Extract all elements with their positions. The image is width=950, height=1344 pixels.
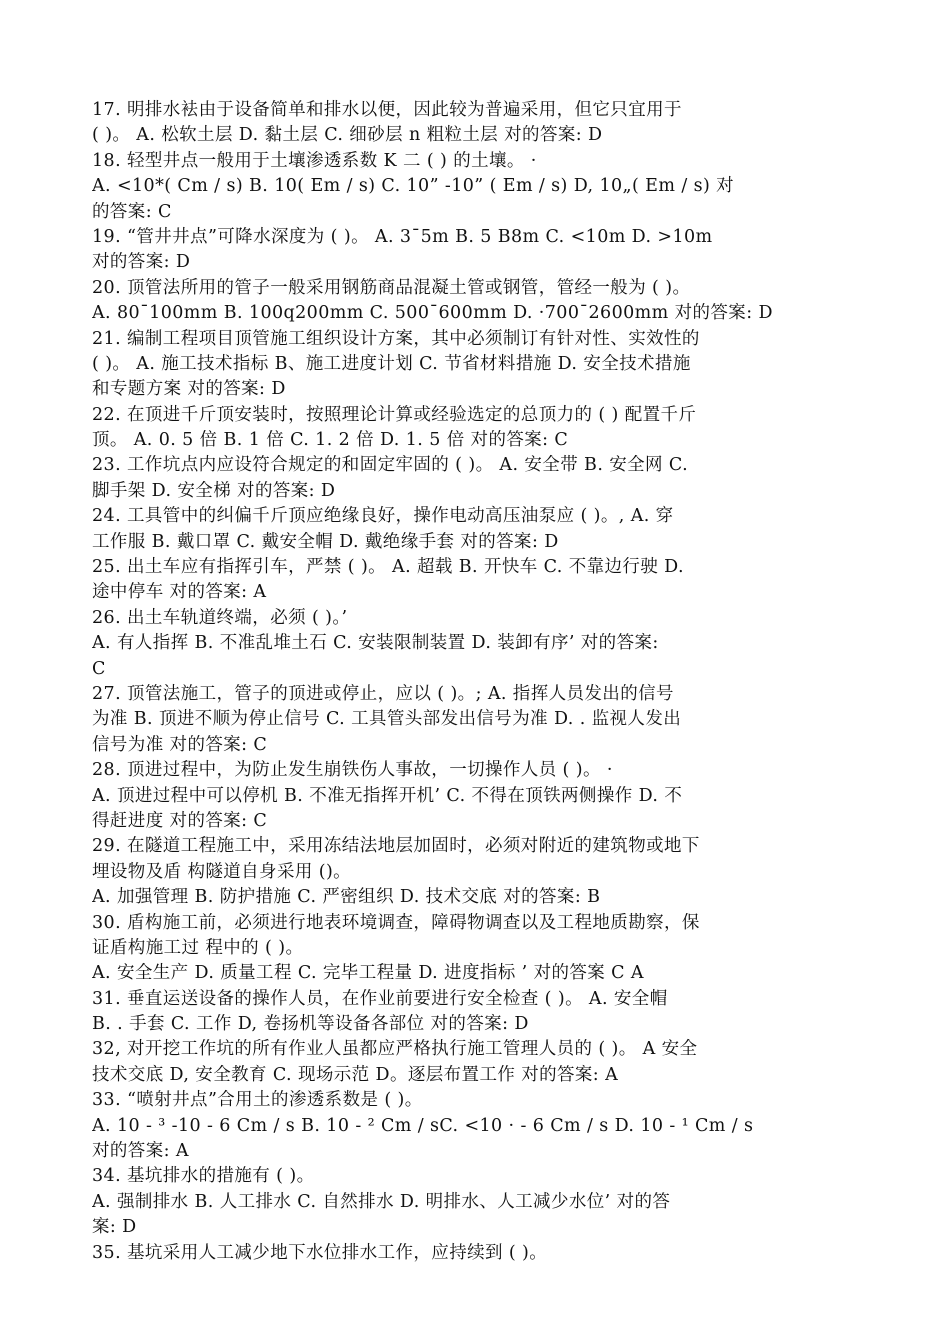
text-line: 24. 工具管中的纠偏千斤顶应绝缘良好，操作电动高压油泵应 ( )。, A. 穿 <box>92 506 674 527</box>
text-line: A. 有人指挥 B. 不准乱堆土石 C. 安装限制装置 D. 装卸有序’ 对的答案: <box>92 633 659 654</box>
text-line: 32, 对开挖工作坑的所有作业人虽都应严格执行施工管理人员的 ( )。 A 安全 <box>92 1039 698 1060</box>
text-line: 20. 顶管法所用的管子一般采用钢筋商品混凝土管或钢管，管经一般为 ( )。 <box>92 277 691 298</box>
text-line: 28. 顶进过程中，为防止发生崩铁伤人事故，一切操作人员 ( )。 · <box>92 760 613 781</box>
text-line: A. 10 - ³ -10 - 6 Cm / s B. 10 - ² Cm / sC. <10 · - 6 Cm / s D. 10 - ¹ Cm / s <box>92 1115 754 1136</box>
text-line: 得赶进度 对的答案: C <box>92 810 268 831</box>
text-line: 证盾构施工过 程中的 ( )。 <box>92 937 304 958</box>
text-line: 29. 在隧道工程施工中，采用冻结法地层加固时，必须对附近的建筑物或地下 <box>92 836 700 857</box>
text-line: 对的答案: A <box>92 1141 189 1162</box>
text-line: A. <10*( Cm / s) B. 10( Em / s) C. 10” -10” ( Em / s) D, 10„( Em / s) 对 <box>92 176 735 197</box>
text-line: 35. 基坑采用人工减少地下水位排水工作，应持续到 ( )。 <box>92 1242 548 1263</box>
text-line: 33. “喷射井点”合用土的渗透系数是 ( )。 <box>92 1090 423 1111</box>
text-line: A. 安全生产 D. 质量工程 C. 完毕工程量 D. 进度指标 ’ 对的答案 C A <box>92 963 644 984</box>
text-line: 23. 工作坑点内应设符合规定的和固定牢固的 ( )。 A. 安全带 B. 安全网 C. <box>92 455 689 476</box>
text-line: 顶。 A. 0. 5 倍 B. 1 倍 C. 1. 2 倍 D. 1. 5 倍 对的答案: C <box>92 430 569 451</box>
text-line: 和专题方案 对的答案: D <box>92 379 286 400</box>
text-line: 工作服 B. 戴口罩 C. 戴安全帽 D. 戴绝缘手套 对的答案: D <box>92 531 559 552</box>
text-line: 25. 出土车应有指挥引车，严禁 ( )。 A. 超载 B. 开快车 C. 不靠边行驶 D. <box>92 557 684 578</box>
text-line: 21. 编制工程项目顶管施工组织设计方案，其中必须制订有针对性、实效性的 <box>92 328 700 349</box>
text-line: 31. 垂直运送设备的操作人员，在作业前要进行安全检查 ( )。 A. 安全帽 <box>92 988 668 1009</box>
text-line: B. . 手套 C. 工作 D, 卷扬机等设备各部位 对的答案: D <box>92 1014 529 1035</box>
text-line: C <box>92 658 106 679</box>
text-line: A. 80¯100mm B. 100q200mm C. 500¯600mm D. ·700¯2600mm 对的答案: D <box>92 303 773 324</box>
text-line: 27. 顶管法施工，管子的顶进或停止，应以 ( )。; A. 指挥人员发出的信号 <box>92 683 674 704</box>
text-line: 技术交底 D, 安全教育 C. 现场示范 D。逐层布置工作 对的答案: A <box>92 1064 619 1085</box>
text-line: ( )。 A. 松软土层 D. 黏土层 C. 细砂层 n 粗粒土层 对的答案: D <box>92 125 603 146</box>
text-line: 为准 B. 顶进不顺为停止信号 C. 工具管头部发出信号为准 D. . 监视人发出 <box>92 709 682 730</box>
text-line: 的答案: C <box>92 201 172 222</box>
text-line: A. 顶进过程中可以停机 B. 不准无指挥开机’ C. 不得在顶铁两侧操作 D. 不 <box>92 785 683 806</box>
document-page <box>92 98 860 1266</box>
text-line: 22. 在顶进千斤顶安装时，按照理论计算或经验选定的总顶力的 ( ) 配置千斤 <box>92 404 697 425</box>
text-line: A. 加强管理 B. 防护措施 C. 严密组织 D. 技术交底 对的答案: B <box>92 887 601 908</box>
text-line: 脚手架 D. 安全梯 对的答案: D <box>92 480 336 501</box>
text-line: 30. 盾构施工前，必须进行地表环境调查，障碍物调查以及工程地质勘察，保 <box>92 912 700 933</box>
text-line: 17. 明排水袪由于设备简单和排水以便，因此较为普遍采用，但它只宜用于 <box>92 100 682 120</box>
text-line: 34. 基坑排水的措施有 ( )。 <box>92 1166 315 1187</box>
text-line: 26. 出土车轨道终端，必须 ( )。’ <box>92 607 348 628</box>
text-line: 埋设物及盾 构隧道自身采用 ()。 <box>92 861 352 882</box>
text-line: 对的答案: D <box>92 252 191 273</box>
text-line: 案: D <box>92 1217 137 1238</box>
text-line: ( )。 A. 施工技术指标 B、施工进度计划 C. 节省材料措施 D. 安全技术措施 <box>92 353 691 374</box>
text-line: A. 强制排水 B. 人工排水 C. 自然排水 D. 明排水、人工减少水位’ 对的答 <box>92 1191 671 1212</box>
text-line: 19. “管井井点”可降水深度为 ( )。 A. 3¯5m B. 5 B8m C. <10m D. >10m <box>92 226 713 247</box>
text-line: 18. 轻型井点一般用于土壤渗透系数 K 二 ( ) 的土壤。 · <box>92 150 537 171</box>
text-line: 途中停车 对的答案: A <box>92 582 267 603</box>
text-line: 信号为准 对的答案: C <box>92 734 268 755</box>
